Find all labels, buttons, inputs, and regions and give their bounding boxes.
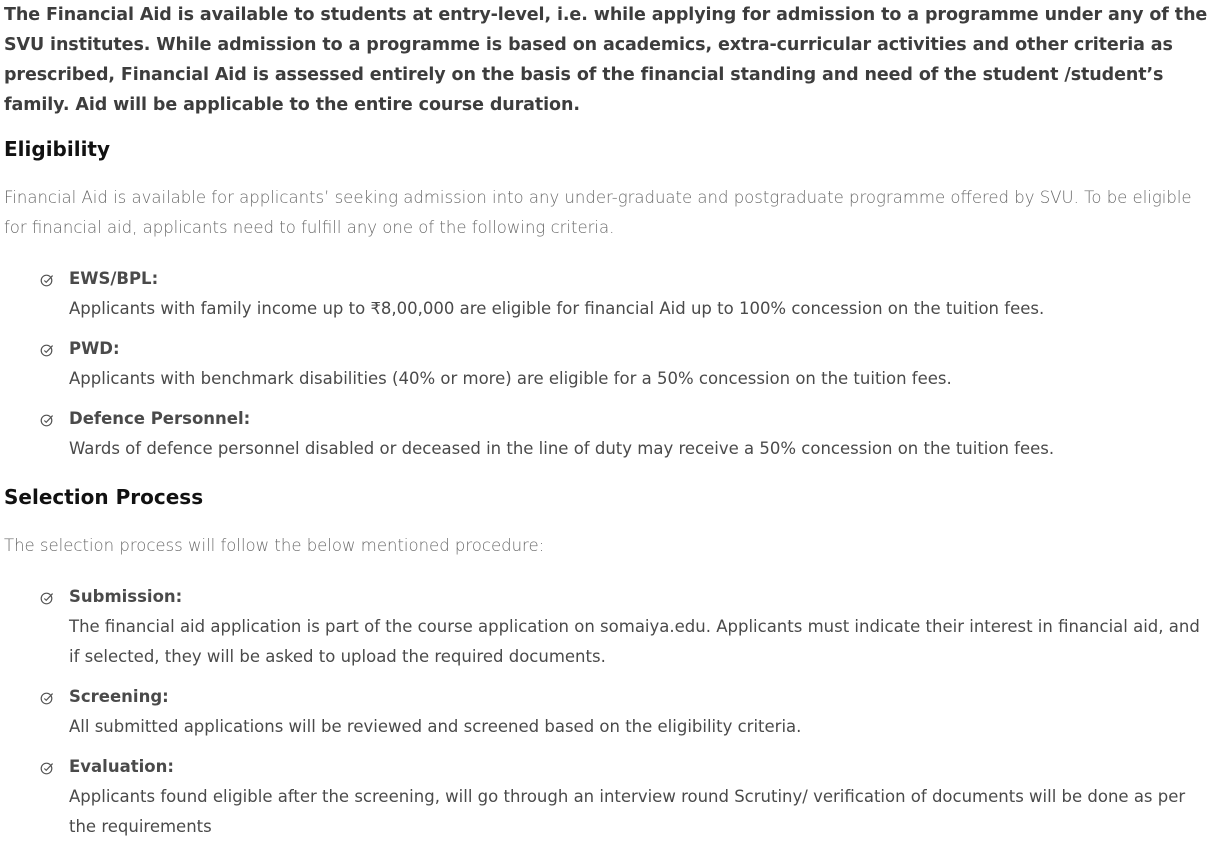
check-circle-icon (40, 272, 54, 286)
item-title: Screening: (69, 687, 169, 706)
list-item (40, 334, 1210, 394)
item-description: Wards of defence personnel disabled or deceased in the line of duty may receive a 50% concession on the tuition fees. (69, 439, 1055, 458)
list-item (40, 682, 1210, 742)
check-circle-icon (40, 412, 54, 426)
selection-steps-list (40, 582, 1210, 852)
item-title: Submission: (69, 587, 183, 606)
item-title: Defence Personnel: (69, 409, 251, 428)
item-description: The financial aid application is part of the course application on somaiya.edu. Applicants must indicate their interest in financial aid, and if selected, they will be asked to upload the required documents. (69, 617, 1200, 666)
list-item (40, 404, 1210, 464)
check-circle-icon (40, 342, 54, 356)
item-title: Evaluation: (69, 757, 174, 776)
selection-process-heading: Selection Process (4, 485, 204, 509)
item-title: EWS/BPL: (69, 269, 159, 288)
list-item (40, 582, 1210, 672)
check-circle-icon (40, 690, 54, 704)
list-item (40, 752, 1210, 842)
item-description: All submitted applications will be reviewed and screened based on the eligibility criteria. (69, 717, 802, 736)
check-circle-icon (40, 760, 54, 774)
list-item (40, 264, 1210, 324)
item-description: Applicants with benchmark disabilities (40% or more) are eligible for a 50% concession on the tuition fees. (69, 369, 952, 388)
item-title: PWD: (69, 339, 120, 358)
item-description: Applicants found eligible after the screening, will go through an interview round Scrutiny/ verification of documents will be done as per the requirements (69, 787, 1186, 836)
eligibility-description: Financial Aid is available for applicants’ seeking admission into any under-graduate and postgraduate programme offered by SVU. To be eligible for financial aid, applicants need to fulfill any one of the following criteria. (4, 188, 1192, 237)
eligibility-heading: Eligibility (4, 137, 111, 161)
intro-paragraph: The Financial Aid is available to students at entry-level, i.e. while applying for admission to a programme under any of the SVU institutes. While admission to a programme is based on academics, extra-curricular activities and other criteria as prescribed, Financial Aid is assessed entirely on the basis of the financial standing and need of the student /student’s family. Aid will be applicable to the entire course duration. (4, 5, 1208, 115)
item-description: Applicants with family income up to ₹8,00,000 are eligible for financial Aid up to 100% concession on the tuition fees. (69, 299, 1045, 318)
eligibility-criteria-list (40, 264, 1210, 474)
check-circle-icon (40, 590, 54, 604)
selection-process-description: The selection process will follow the below mentioned procedure: (4, 536, 545, 555)
